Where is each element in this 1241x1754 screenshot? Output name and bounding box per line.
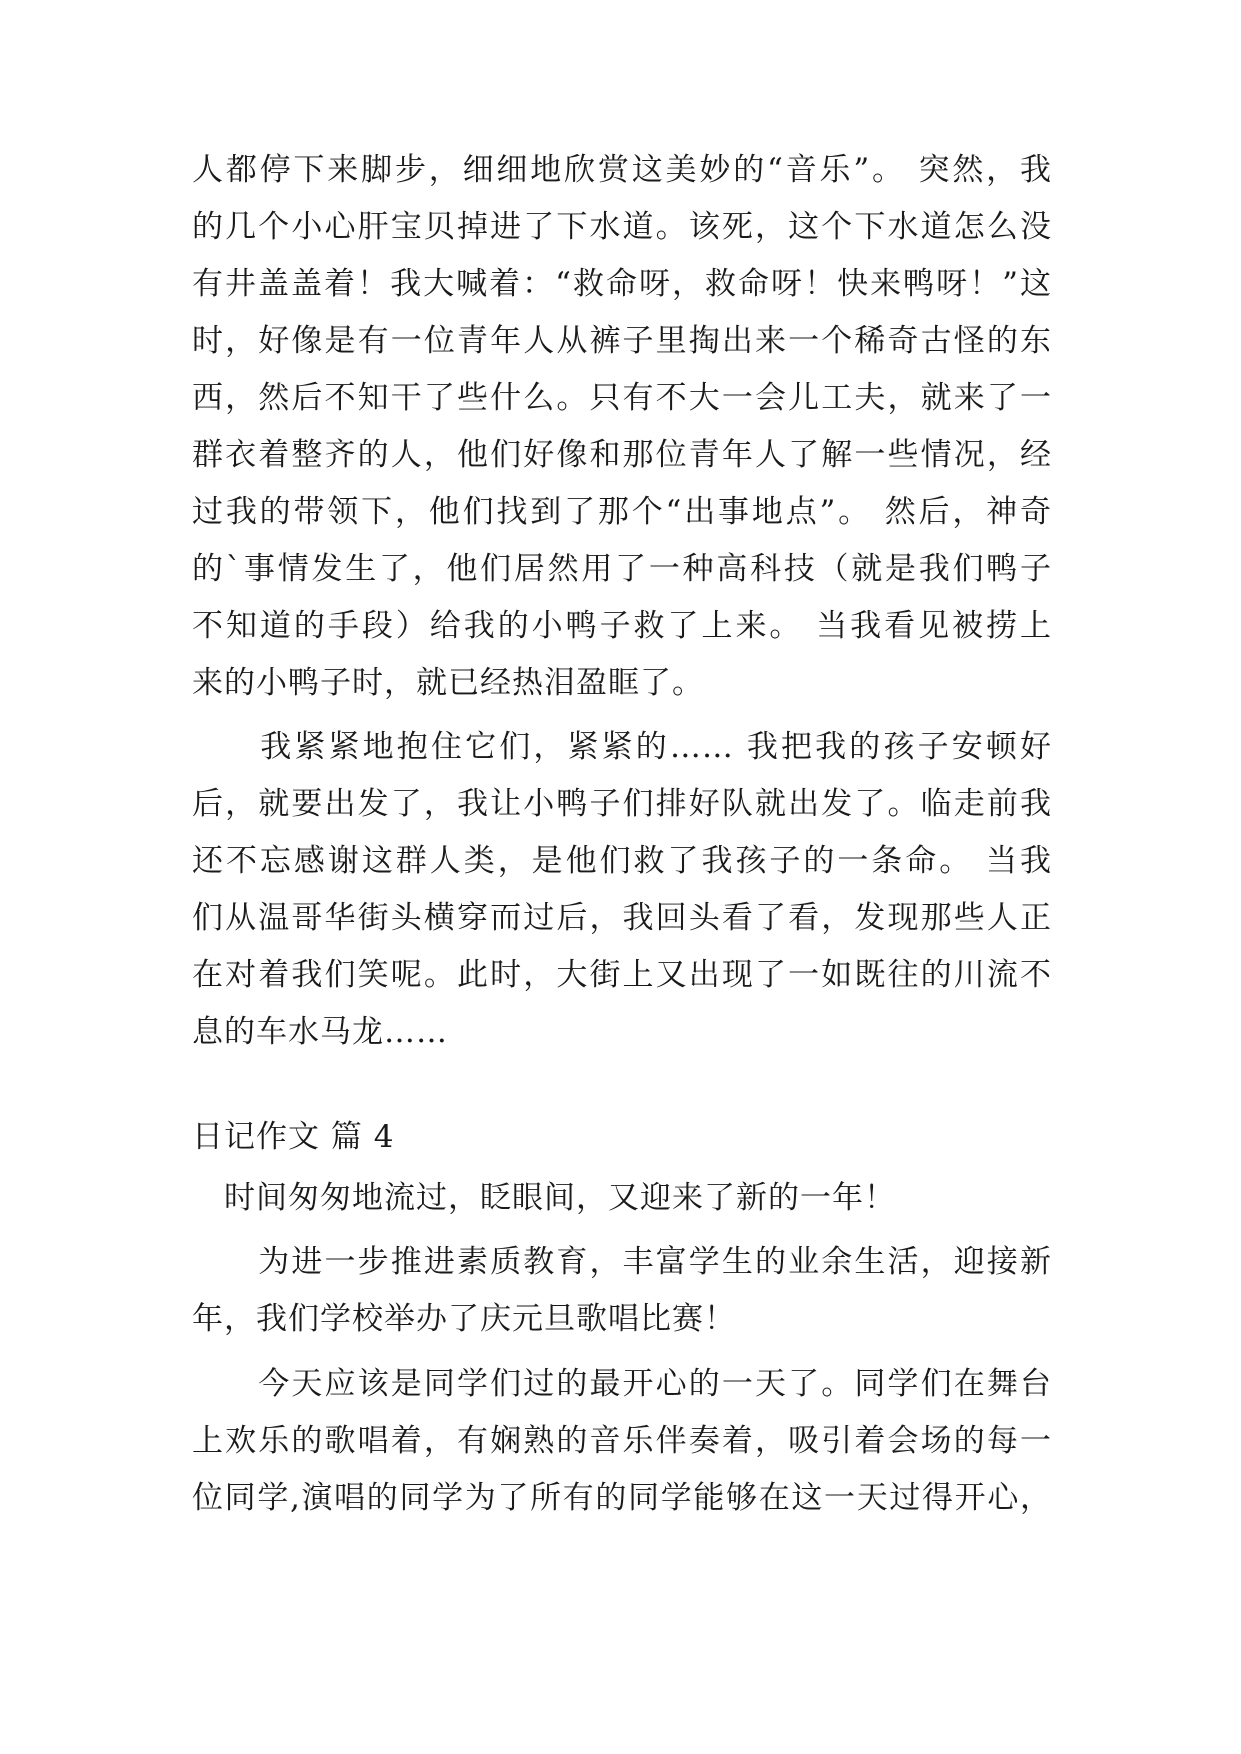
text-line: 上欢乐的歌唱着，有娴熟的音乐伴奏着，吸引着会场的每一: [192, 1423, 1052, 1459]
text-line: 年，我们学校举办了庆元旦歌唱比赛！: [192, 1301, 736, 1337]
text-line: 为进一步推进素质教育，丰富学生的业余生活，迎接新: [192, 1244, 1052, 1280]
text-line: 息的车水马龙……: [192, 1014, 448, 1050]
text-line: 的`事情发生了，他们居然用了一种高科技（就是我们鸭子: [192, 551, 1052, 587]
section-heading: 日记作文 篇 4: [192, 1119, 395, 1155]
text-line: 有井盖盖着！我大喊着：“救命呀，救命呀！快来鸭呀！”这: [192, 266, 1052, 302]
text-line: 还不忘感谢这群人类，是他们救了我孩子的一条命。 当我: [192, 843, 1052, 879]
text-line: 西，然后不知干了些什么。只有不大一会儿工夫，就来了一: [192, 380, 1052, 416]
text-line: 今天应该是同学们过的最开心的一天了。同学们在舞台: [192, 1366, 1052, 1402]
text-line: 们从温哥华街头横穿而过后，我回头看了看，发现那些人正: [192, 900, 1052, 936]
text-line: 来的小鸭子时，就已经热泪盈眶了。: [192, 665, 704, 701]
text-line: 人都停下来脚步，细细地欣赏这美妙的“音乐”。 突然，我: [192, 152, 1052, 188]
text-line: 时，好像是有一位青年人从裤子里掏出来一个稀奇古怪的东: [192, 323, 1052, 359]
text-line: 位同学,演唱的同学为了所有的同学能够在这一天过得开心，: [192, 1480, 1052, 1516]
text-line: 的几个小心肝宝贝掉进了下水道。该死，这个下水道怎么没: [192, 209, 1052, 245]
text-line: 我紧紧地抱住它们，紧紧的…… 我把我的孩子安顿好: [192, 729, 1052, 765]
text-line: 时间匆匆地流过，眨眼间，又迎来了新的一年！: [192, 1180, 896, 1216]
text-line: 过我的带领下，他们找到了那个“出事地点”。 然后，神奇: [192, 494, 1052, 530]
text-line: 在对着我们笑呢。此时，大街上又出现了一如既往的川流不: [192, 957, 1052, 993]
text-line: 后，就要出发了，我让小鸭子们排好队就出发了。临走前我: [192, 786, 1052, 822]
text-line: 群衣着整齐的人，他们好像和那位青年人了解一些情况，经: [192, 437, 1052, 473]
text-line: 不知道的手段）给我的小鸭子救了上来。 当我看见被捞上: [192, 608, 1052, 644]
